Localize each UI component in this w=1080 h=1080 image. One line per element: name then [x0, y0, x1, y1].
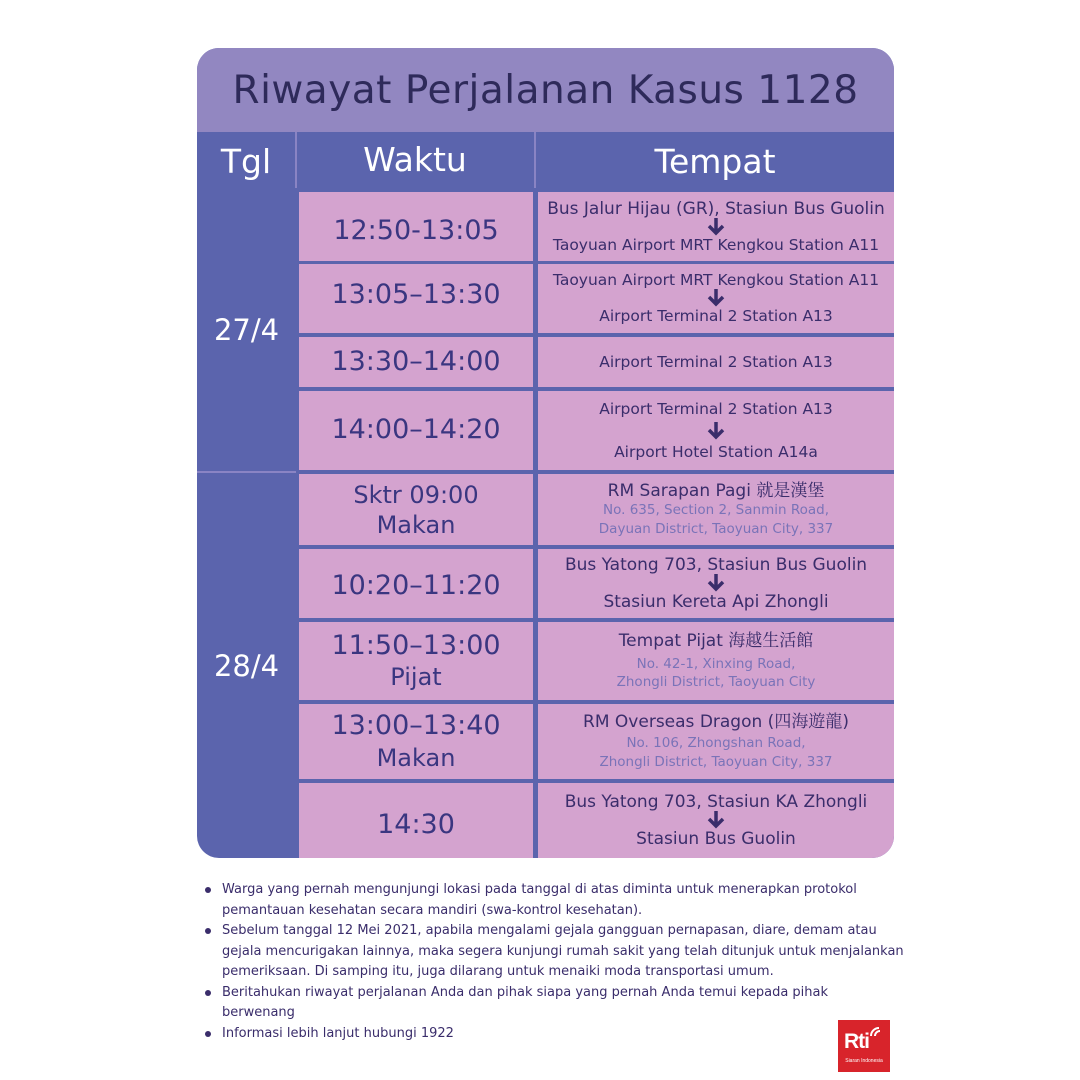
activity-text: Pijat — [390, 663, 442, 692]
place-from: Bus Yatong 703, Stasiun KA Zhongli — [564, 791, 868, 812]
note-item: Beritahukan riwayat perjalanan Anda dan pihak siapa yang pernah Anda temui kepada pihak berwenang — [205, 983, 905, 1024]
rti-logo — [838, 1020, 890, 1072]
place-cell — [538, 337, 894, 387]
title-bar — [197, 48, 894, 132]
arrow-down-icon — [706, 288, 726, 308]
header-tempat: Tempat — [536, 132, 894, 237]
place-from: Bus Yatong 703, Stasiun Bus Guolin — [564, 554, 868, 575]
header-divider — [295, 132, 297, 188]
place-name: Tempat Pijat 海越生活館 — [618, 630, 814, 651]
arrow-down-icon — [706, 573, 726, 593]
place-to: Stasiun Kereta Api Zhongli — [603, 592, 829, 612]
arrow-down-icon — [706, 217, 726, 237]
place-cell — [538, 264, 894, 333]
place-cell — [538, 704, 894, 779]
time-text: 11:50–13:00 — [331, 629, 501, 661]
place-cell — [538, 622, 894, 700]
place-cell — [538, 783, 894, 858]
header-divider — [534, 132, 536, 188]
place-name: RM Overseas Dragon (四海遊龍) — [583, 712, 849, 733]
address-line: Zhongli District, Taoyuan City — [616, 674, 816, 691]
place-from: Taoyuan Airport MRT Kengkou Station A11 — [552, 271, 880, 290]
note-item: Warga yang pernah mengunjungi lokasi pada tanggal di atas diminta untuk menerapkan protokol pemantauan kesehatan secara mandiri (swa-kontrol kesehatan). — [205, 880, 905, 921]
date-cell: 27/4 — [213, 313, 280, 347]
time-cell — [299, 704, 533, 779]
travel-history-table — [197, 48, 894, 858]
notes-list — [205, 880, 905, 1044]
place-to: Airport Hotel Station A14a — [614, 442, 818, 461]
activity-text: Makan — [376, 510, 456, 539]
time-cell — [299, 622, 533, 700]
date-cell: 28/4 — [213, 648, 280, 683]
activity-text: Makan — [376, 743, 456, 772]
time-text: 12:50-13:05 — [333, 215, 499, 247]
time-text: 10:20–11:20 — [331, 570, 501, 602]
address-line: No. 42-1, Xinxing Road, — [636, 655, 796, 672]
place-cell — [538, 474, 894, 545]
time-text: 14:00–14:20 — [331, 414, 501, 446]
place-name: RM Sarapan Pagi 就是漢堡 — [607, 481, 825, 502]
place-cell — [538, 549, 894, 618]
header-waktu: Waktu — [297, 132, 533, 237]
note-item: Informasi lebih lanjut hubungi 1922 — [205, 1024, 905, 1045]
time-cell — [299, 391, 533, 470]
time-text: 13:05–13:30 — [331, 279, 501, 311]
time-cell — [299, 474, 533, 545]
time-cell — [299, 549, 533, 618]
time-text: 14:30 — [377, 809, 455, 841]
logo-mark: Rti — [844, 1030, 869, 1053]
arrow-down-icon — [706, 421, 726, 441]
place-from: Bus Jalur Hijau (GR), Stasiun Bus Guolin — [547, 198, 885, 219]
place-to: Airport Terminal 2 Station A13 — [599, 307, 833, 325]
place-to: Stasiun Bus Guolin — [636, 829, 796, 849]
page-title: Riwayat Perjalanan Kasus 1128 — [232, 67, 859, 113]
address-line: No. 106, Zhongshan Road, — [626, 735, 806, 752]
time-text: Sktr 09:00 — [353, 480, 479, 509]
time-text: 13:30–14:00 — [331, 345, 501, 377]
place-to: Taoyuan Airport MRT Kengkou Station A11 — [552, 235, 880, 254]
place-cell — [538, 391, 894, 470]
time-cell — [299, 192, 533, 261]
header-tgl: Tgl — [197, 132, 295, 237]
broadcast-signal-icon — [868, 1024, 886, 1038]
address-line: Zhongli District, Taoyuan City, 337 — [599, 753, 833, 770]
address-line: No. 635, Section 2, Sanmin Road, — [603, 502, 829, 519]
address-line: Dayuan District, Taoyuan City, 337 — [598, 520, 834, 537]
note-item: Sebelum tanggal 12 Mei 2021, apabila mengalami gejala gangguan pernapasan, diare, demam atau gejala mencurigakan lainnya, maka segera kunjungi rumah sakit yang telah ditunjuk untuk menjalankan pemeriksaan. Di samping itu, juga dilarang untuk menaiki moda transportasi umum. — [205, 921, 905, 983]
time-cell — [299, 337, 533, 387]
time-text: 13:00–13:40 — [331, 710, 501, 742]
arrow-down-icon — [706, 810, 726, 830]
time-cell — [299, 783, 533, 858]
place-name: Airport Terminal 2 Station A13 — [599, 352, 833, 371]
place-from: Airport Terminal 2 Station A13 — [599, 399, 833, 418]
logo-subtitle: Siaran Indonesia — [845, 1058, 883, 1064]
time-cell — [299, 264, 533, 333]
place-cell — [538, 192, 894, 261]
